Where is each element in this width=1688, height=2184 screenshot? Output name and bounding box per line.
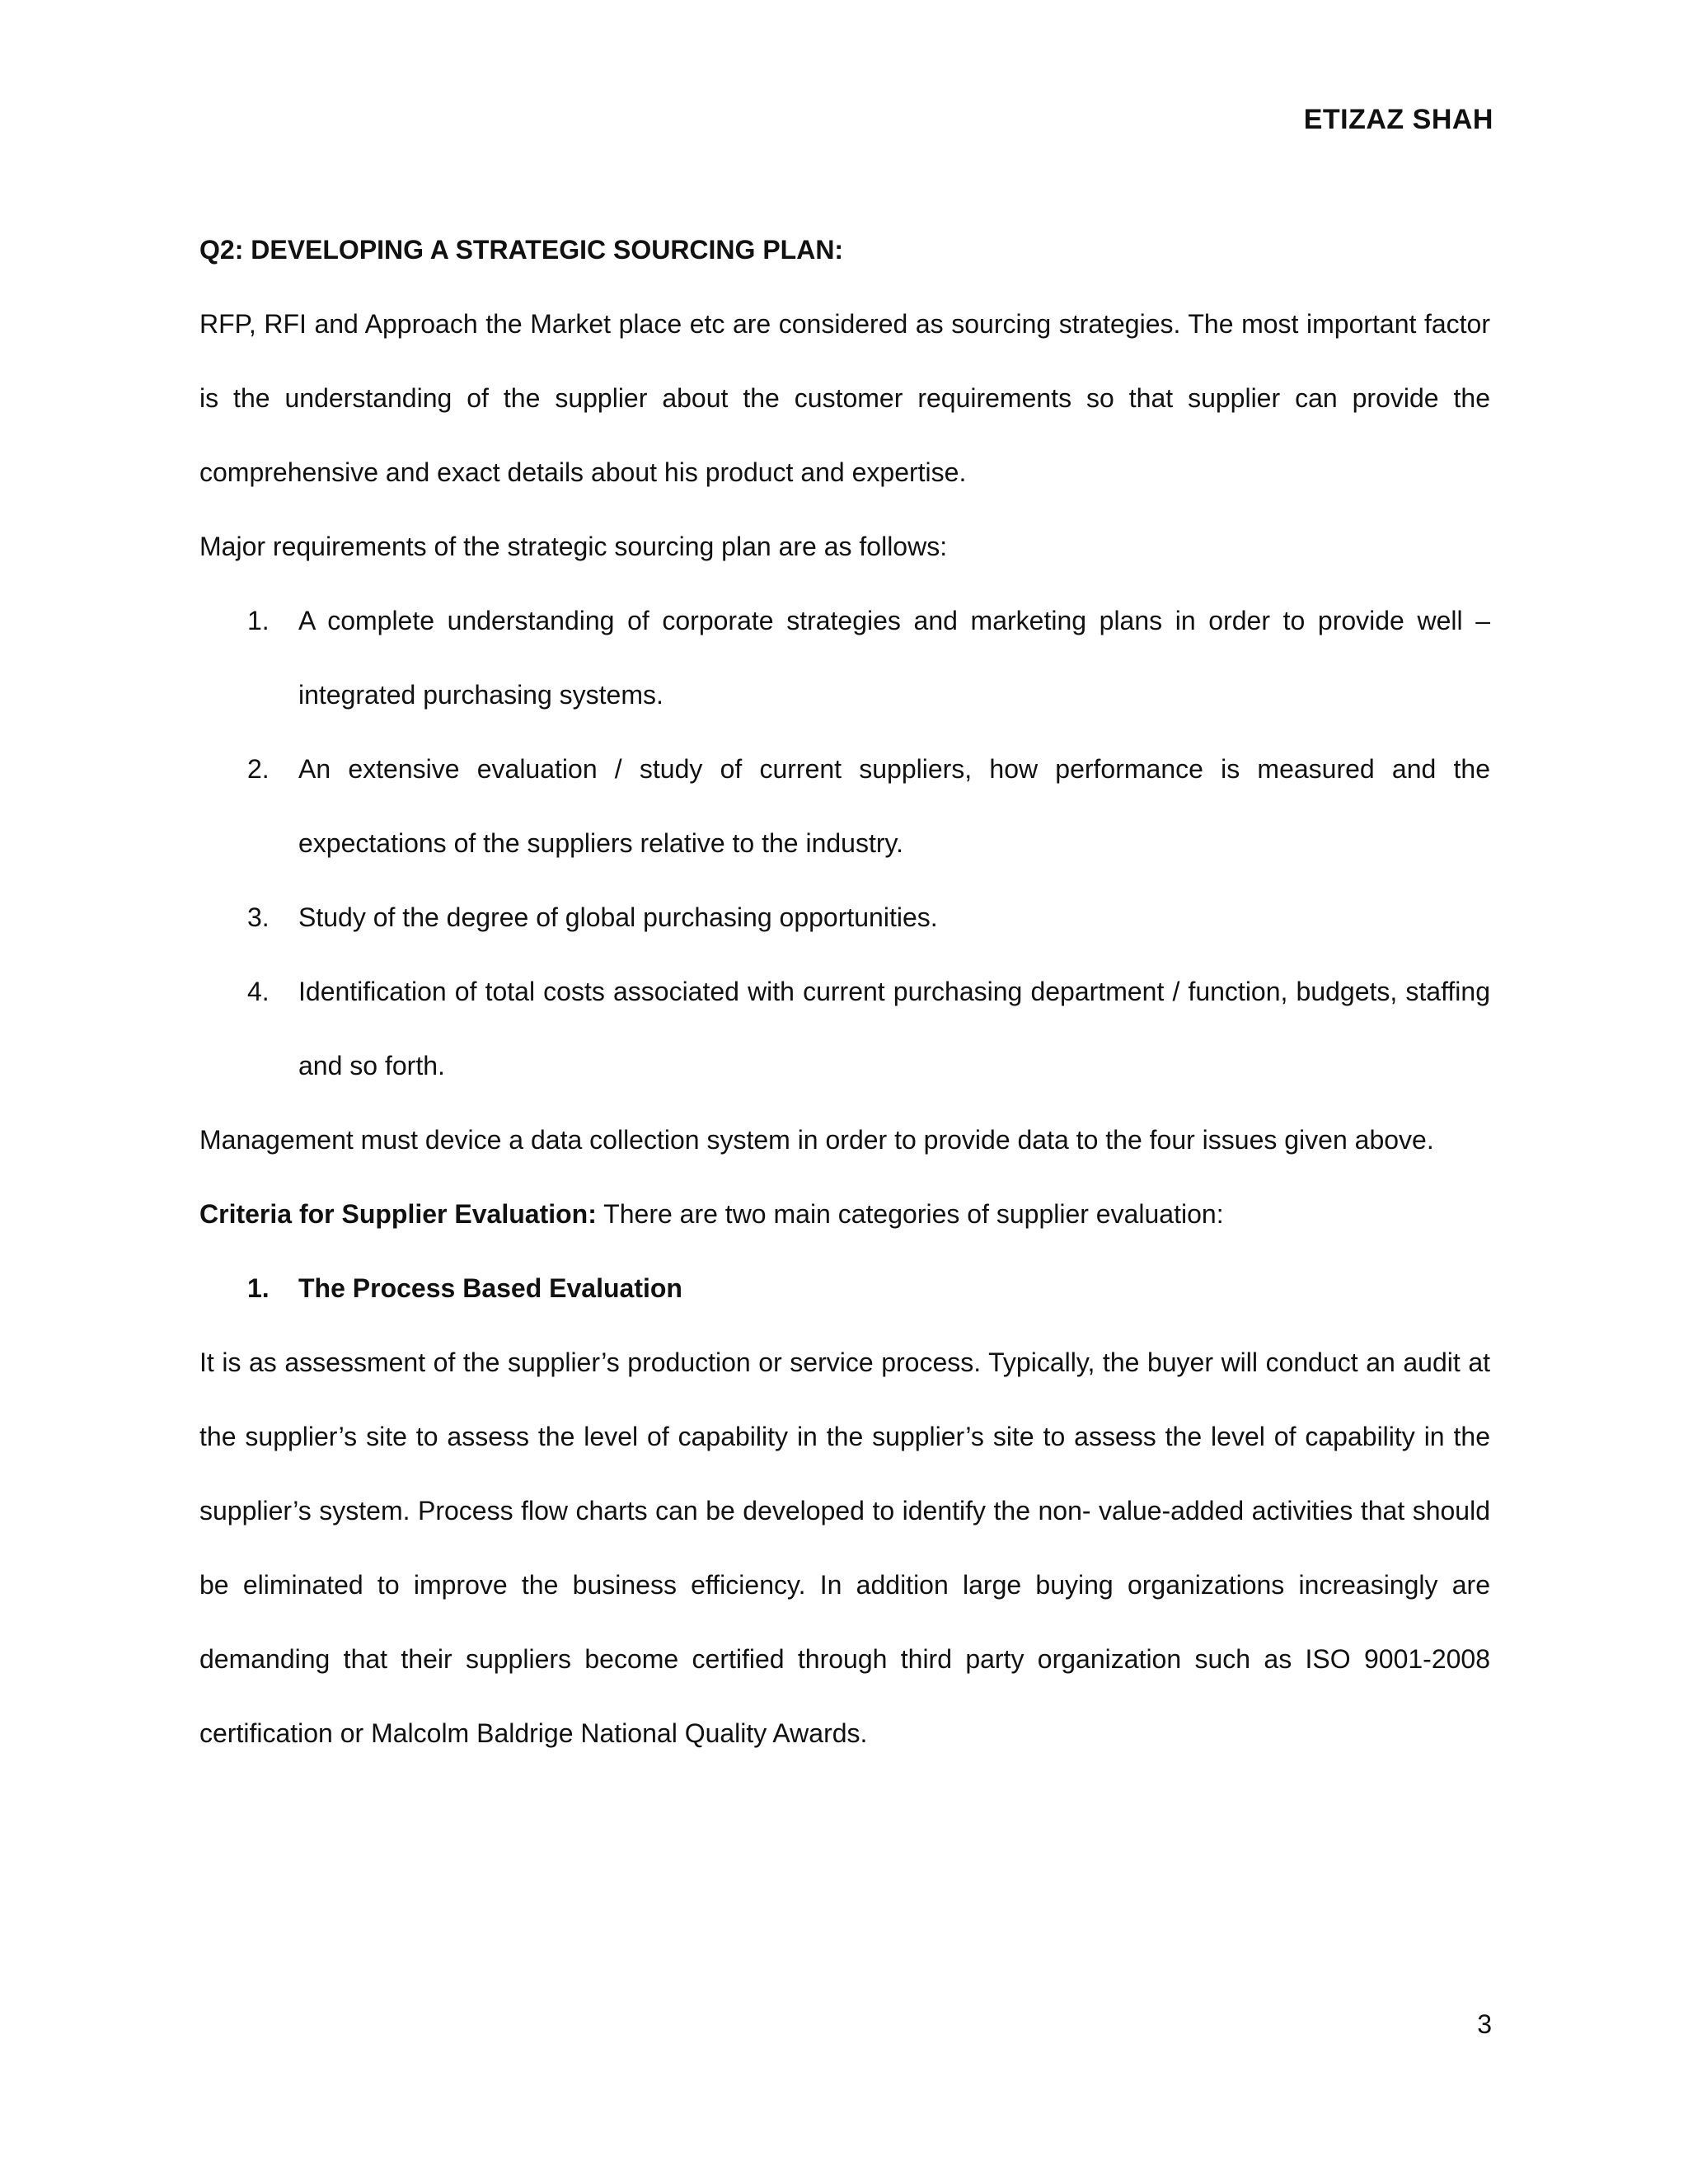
author-header: ETIZAZ SHAH xyxy=(1303,104,1493,135)
criteria-text: There are two main categories of supplier evaluation: xyxy=(596,1199,1224,1229)
list-item xyxy=(199,732,1490,880)
requirements-list xyxy=(199,583,1490,1103)
list-item-text: Identification of total costs associated with current purchasing department / function, budgets, staffing and so forth. xyxy=(298,977,1490,1080)
list-item-text: Study of the degree of global purchasing opportunities. xyxy=(298,902,938,932)
criteria-label: Criteria for Supplier Evaluation: xyxy=(199,1199,597,1229)
list-item-number: 3. xyxy=(247,902,270,932)
list-item-number: 4. xyxy=(247,977,270,1006)
document-body xyxy=(199,213,1490,1770)
management-paragraph: Management must device a data collection system in order to provide data to the four issues given above. xyxy=(199,1125,1434,1155)
subsection-title: The Process Based Evaluation xyxy=(298,1273,682,1303)
subsection-number: 1. xyxy=(247,1273,270,1303)
process-paragraph: It is as assessment of the supplier’s production or service process. Typically, the buyer will conduct an audit at the supplier’s site to assess the level of capability in the supplier’s site to assess the level of capability in the supplier’s system. Process flow charts can be developed to identify the non- value-added activities that should be eliminated to improve the business efficiency. In addition large buying organizations increasingly are demanding that their suppliers become certified through third party organization such as ISO 9001-2008 certification or Malcolm Baldrige National Quality Awards. xyxy=(199,1347,1490,1748)
subsection-heading xyxy=(199,1251,1490,1325)
list-item-text: An extensive evaluation / study of current suppliers, how performance is measured and the expectations of the suppliers relative to the industry. xyxy=(298,754,1490,858)
section-title: Q2: DEVELOPING A STRATEGIC SOURCING PLAN: xyxy=(199,235,844,265)
page-number: 3 xyxy=(1477,2009,1492,2039)
requirements-intro: Major requirements of the strategic sourcing plan are as follows: xyxy=(199,532,948,561)
list-item xyxy=(199,954,1490,1103)
intro-paragraph: RFP, RFI and Approach the Market place etc are considered as sourcing strategies. The most important factor is the understanding of the supplier about the customer requirements so that supplier can provide the comprehensive and exact details about his product and expertise. xyxy=(199,309,1490,487)
list-item xyxy=(199,583,1490,732)
list-item-number: 1. xyxy=(247,606,270,635)
list-item-number: 2. xyxy=(247,754,270,784)
list-item xyxy=(199,880,1490,954)
list-item-text: A complete understanding of corporate strategies and marketing plans in order to provide well – integrated purchasing systems. xyxy=(298,606,1490,710)
criteria-paragraph xyxy=(199,1177,1490,1251)
